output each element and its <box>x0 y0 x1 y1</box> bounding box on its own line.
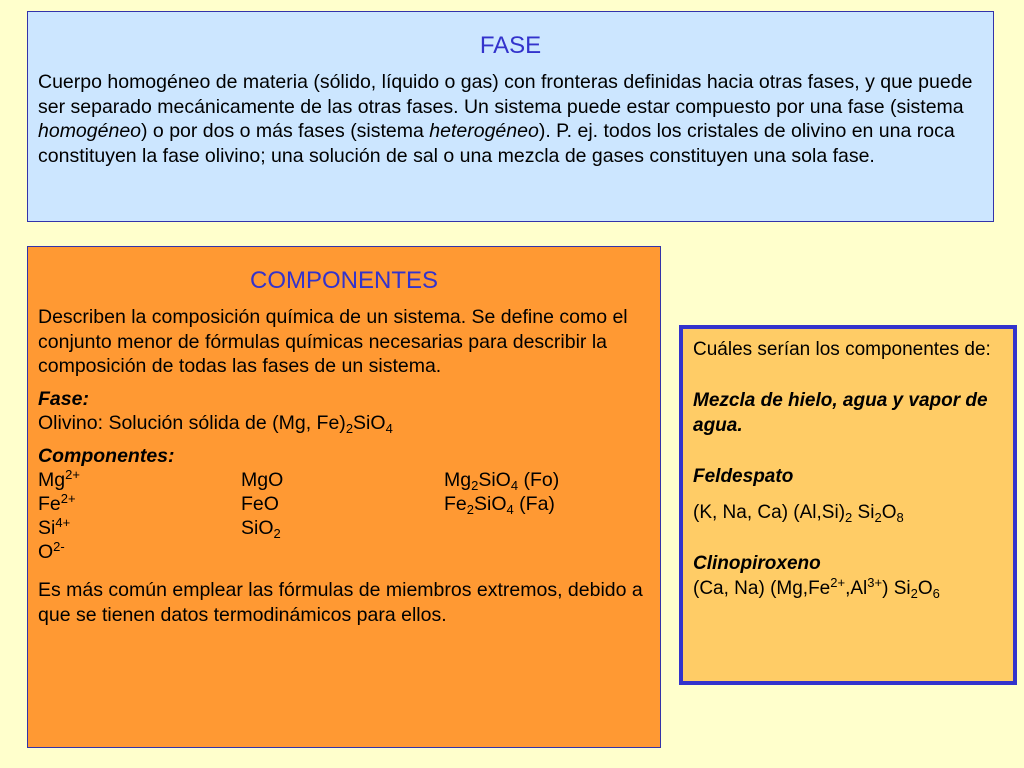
olivino-sub-2: 4 <box>385 421 393 436</box>
component-cell <box>444 516 650 540</box>
fase-heterogeneo: heterogéneo <box>429 120 539 142</box>
olivino-text-2: SiO <box>353 412 386 434</box>
clinopiroxeno-formula: (Ca, Na) $(Mg,Fe^{2+},Al^{3+})$ $Si_2O_6$ <box>693 575 940 601</box>
question-mezcla: Mezcla de hielo, agua y vapor de agua. <box>693 389 988 436</box>
fase-text-2: ) o por dos o más fases (sistema <box>141 120 430 142</box>
component-cell: $Si^{4+}$ <box>38 515 71 539</box>
fase-text-3: ). P. ej. todos los cristales de olivino en una roca constituyen la fase olivino; una solución de sal o una mezcla de gases constituyen una sola fase. <box>38 120 955 167</box>
component-cell: $O^{2-}$ <box>38 539 65 563</box>
question-intro: Cuáles serían los componentes de: <box>693 339 991 360</box>
component-cell: $Fe_2SiO_4$ (Fa) <box>444 493 555 517</box>
clinopiroxeno-label: Clinopiroxeno <box>693 552 821 574</box>
feldespato-formula: (K, Na, Ca) $(Al,Si)_2$ $Si_2O_8$ <box>693 502 904 525</box>
fase-homogeneo: homogéneo <box>38 120 142 142</box>
componentes-heading <box>38 444 650 469</box>
fase-label: Fase: <box>38 387 89 410</box>
component-cell <box>241 540 444 564</box>
componentes-definition: Describen la composición química de un sistema. Se define como el conjunto menor de fórmulas químicas necesarias para describir la composición de todas las fases de un sistema. <box>38 306 628 377</box>
fase-definition <box>38 70 983 168</box>
olivino-sub-1: 2 <box>345 421 354 436</box>
componentes-panel <box>27 246 661 748</box>
componentes-label: Componentes: <box>38 444 175 467</box>
olivino-text: Olivino: Solución sólida de (Mg, Fe) <box>38 412 346 434</box>
feldespato-label: Feldespato <box>693 465 794 487</box>
question-panel <box>679 325 1017 685</box>
fase-panel <box>27 11 994 222</box>
fase-text-1: Cuerpo homogéneo de materia (sólido, líquido o gas) con fronteras definidas hacia otras fases, y que puede ser separado mecánicamente de las otras fases. Un sistema puede estar compuesto por una fase (sistema <box>38 71 973 118</box>
component-cell <box>444 540 650 564</box>
component-cell: $Fe^{2+}$ <box>38 491 76 515</box>
component-cell: $Mg^{2+}$ <box>38 467 80 491</box>
componentes-table <box>38 468 650 564</box>
component-cell: SiO$_2$ <box>241 517 281 541</box>
component-cell: MgO <box>241 469 284 491</box>
fase-heading <box>38 387 650 412</box>
component-cell: FeO <box>241 493 279 515</box>
componentes-closing: Es más común emplear las fórmulas de miembros extremos, debido a que se tienen datos termodinámicos para ellos. <box>38 579 643 626</box>
olivino-line <box>38 411 650 436</box>
componentes-title: COMPONENTES <box>249 267 438 294</box>
component-cell: $Mg_2SiO_4$ (Fo) <box>444 469 560 493</box>
fase-title: FASE <box>479 32 542 59</box>
